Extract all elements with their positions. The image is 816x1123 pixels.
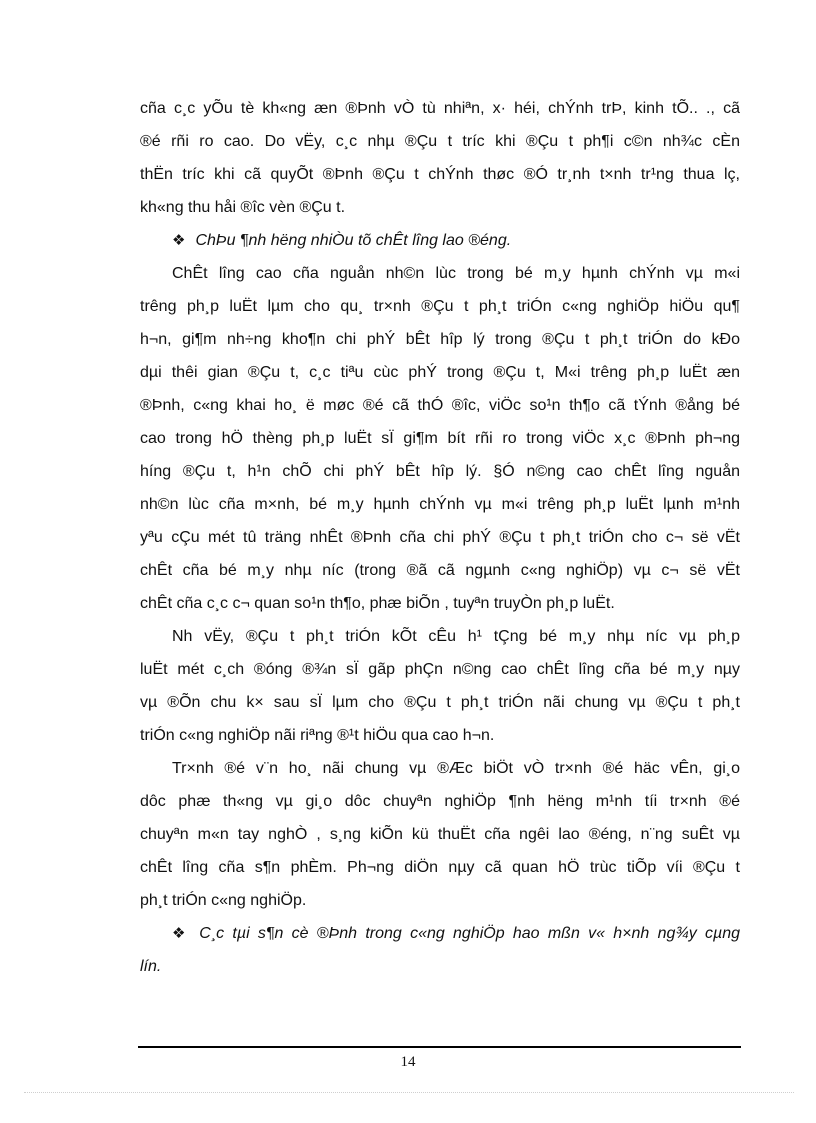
paragraph-line: kh«ng thu håi ®îc vèn ®Çu t.: [140, 199, 346, 216]
paragraph-line: h¬n, gi¶m nh÷ng kho¶n chi phÝ bÊt hîp lý trong ®Çu t ph¸t triÓn do kÐo: [140, 331, 740, 348]
paragraph-line: Tr×nh ®é v¨n ho¸ nãi chung vµ ®Æc biÖt vÒ tr×nh ®é häc vÊn, gi¸o: [172, 760, 740, 777]
bullet-heading: [140, 917, 740, 950]
paragraph-line: trêng ph¸p luËt lµm cho qu¸ tr×nh ®Çu t ph¸t triÓn c«ng nghiÖp hiÖu qu¶: [140, 298, 740, 315]
paragraph-line: nh©n lùc cña m×nh, bé m¸y hµnh chÝnh vµ m«i trêng ph¸p luËt lµnh m¹nh: [140, 496, 740, 513]
paragraph-line: vµ ®Õn chu k× sau sÏ lµm cho ®Çu t ph¸t triÓn nãi chung vµ ®Çu t ph¸t: [140, 694, 740, 711]
diamond-bullet-icon: ❖: [172, 232, 186, 249]
paragraph-line: chÊt cña c¸c c¬ quan so¹n th¶o, phæ biÕn , tuyªn truyÒn ph¸p luËt.: [140, 595, 615, 612]
bullet-heading-text: ChÞu ¶nh hëng nhiÒu tõ chÊt lîng lao ®éng.: [195, 232, 512, 249]
paragraph-line: dµi thêi gian ®Çu t, c¸c tiªu cùc phÝ trong ®Çu t, M«i trêng ph¸p luËt æn: [140, 364, 740, 381]
paragraph-line: triÓn c«ng nghiÖp nãi riªng ®¹t hiÖu qua cao h¬n.: [140, 727, 495, 744]
footer-divider: [138, 1046, 741, 1048]
page-edge-dotted-line: [24, 1092, 794, 1093]
paragraph-line: cao trong hÖ thèng ph¸p luËt sÏ gi¶m bít rñi ro trong viÖc x¸c ®Þnh ph¬ng: [140, 430, 740, 447]
paragraph-line: Nh vËy, ®Çu t ph¸t triÓn kÕt cÊu h¹ tÇng bé m¸y nhµ níc vµ ph¸p: [172, 628, 740, 645]
paragraph-line: ®Þnh, c«ng khai ho¸ ë møc ®é cã thÓ ®îc, viÖc so¹n th¶o cã tÝnh ®ång bé: [140, 397, 740, 414]
diamond-bullet-icon: ❖: [172, 925, 190, 942]
paragraph-line: ph¸t triÓn c«ng nghiÖp.: [140, 892, 307, 909]
paragraph-line: chuyªn m«n tay nghÒ , s¸ng kiÕn kü thuËt cña ngêi lao ®éng, n¨ng suÊt vµ: [140, 826, 740, 843]
bullet-heading: [140, 224, 740, 257]
bullet-heading-continuation: lín.: [140, 958, 162, 975]
paragraph-line: cña c¸c yÕu tè kh«ng æn ®Þnh vÒ tù nhiªn, x· héi, chÝnh trÞ, kinh tÕ.. ., cã: [140, 100, 740, 117]
paragraph-line: yªu cÇu mét tû träng nhÊt ®Þnh cña chi phÝ ®Çu t ph¸t triÓn cho c¬ së vËt: [140, 529, 740, 546]
bullet-heading-text: C¸c tµi s¶n cè ®Þnh trong c«ng nghiÖp hao mßn v« h×nh ng¾y cµng: [199, 925, 740, 942]
paragraph-line: ®é rñi ro cao. Do vËy, c¸c nhµ ®Çu t tríc khi ®Çu t ph¶i c©n nh¾c cÈn: [140, 133, 740, 150]
paragraph-line: chÊt lîng cña s¶n phÈm. Ph¬ng diÖn nµy cã quan hÖ trùc tiÕp víi ®Çu t: [140, 859, 740, 876]
paragraph-line: luËt mét c¸ch ®óng ®¾n sÏ gãp phÇn n©ng cao chÊt lîng cña bé m¸y nµy: [140, 661, 740, 678]
paragraph-line: thËn tríc khi cã quyÕt ®Þnh ®Çu t chÝnh thøc ®Ó tr¸nh t×nh tr¹ng thua lç,: [140, 166, 740, 183]
document-body: [140, 92, 740, 983]
paragraph-line: chÊt cña bé m¸y nhµ níc (trong ®ã cã ngµnh c«ng nghiÖp) vµ c¬ së vËt: [140, 562, 740, 579]
paragraph-line: dôc phæ th«ng vµ gi¸o dôc chuyªn nghiÖp ¶nh hëng m¹nh tíi tr×nh ®é: [140, 793, 740, 810]
paragraph-line: ChÊt lîng cao cña nguån nh©n lùc trong bé m¸y hµnh chÝnh vµ m«i: [172, 265, 740, 282]
page-number: 14: [400, 1054, 416, 1070]
paragraph-line: híng ®Çu t, h¹n chÕ chi phÝ bÊt hîp lý. §Ó n©ng cao chÊt lîng nguån: [140, 463, 740, 480]
